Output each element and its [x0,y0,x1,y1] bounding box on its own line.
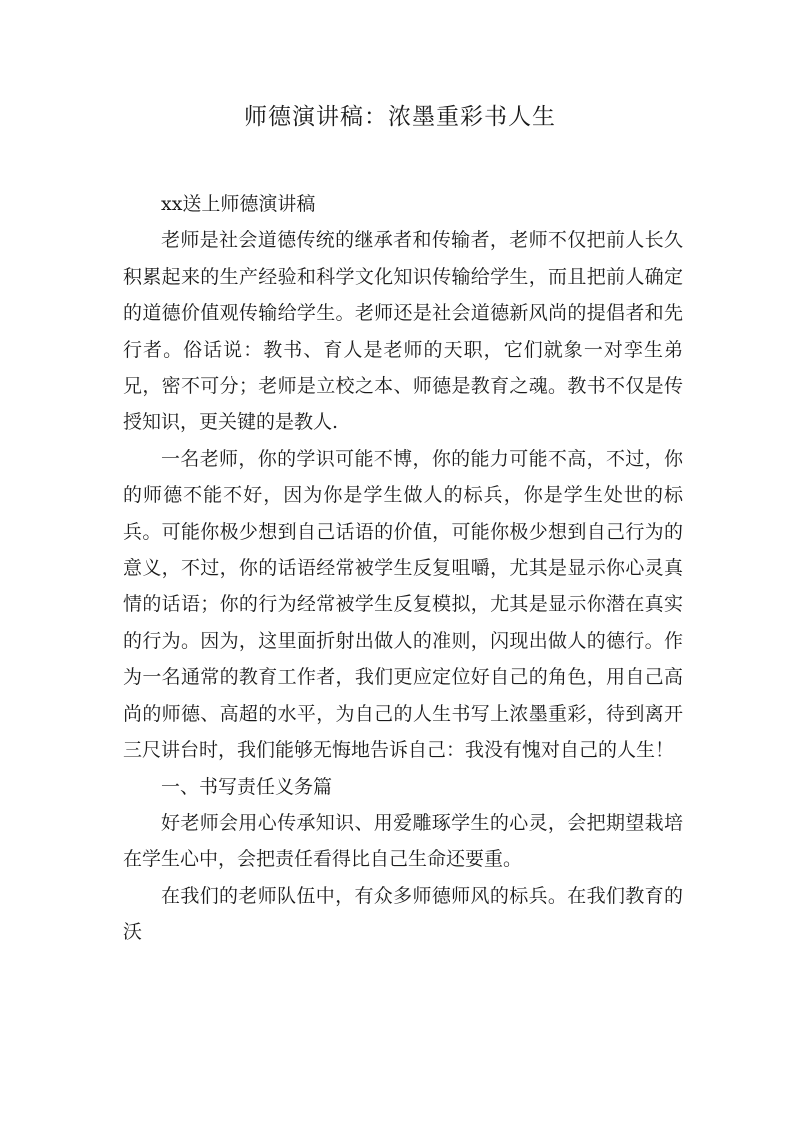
paragraph-teacher-ethics: 一名老师，你的学识可能不博，你的能力可能不高，不过，你的师德不能不好，因为你是学生做人的标兵，你是学生处世的标兵。可能你极少想到自己话语的价值，可能你极少想到自己行为的意义，不过，你的话语经常被学生反复咀嚼，尤其是显示你心灵真情的话语；你的行为经常被学生反复模拟，尤其是显示你潜在真实的行为。因为，这里面折射出做人的准则，闪现出做人的德行。作为一名通常的教育工作者，我们更应定位好自己的角色，用自己高尚的师德、高超的水平，为自己的人生书写上浓墨重彩，待到离开三尺讲台时，我们能够无悔地告诉自己：我没有愧对自己的人生！ [123,447,683,762]
document-title: 师德演讲稿：浓墨重彩书人生 [244,104,556,130]
section-heading-responsibility: 一、书写责任义务篇 [161,775,333,798]
document-body [123,186,683,951]
paragraph-teacher-role: 老师是社会道德传统的继承者和传输者，老师不仅把前人长久积累起来的生产经验和科学文化知识传输给学生，而且把前人确定的道德价值观传输给学生。老师还是社会道德新风尚的提倡者和先行者。俗话说：教书、育人是老师的天职，它们就象一对孪生弟兄，密不可分；老师是立校之本、师德是教育之魂。教书不仅是传授知识，更关键的是教人. [123,229,683,434]
paragraph-role-models: 在我们的老师队伍中，有众多师德师风的标兵。在我们教育的沃 [123,884,683,944]
paragraph-good-teacher: 好老师会用心传承知识、用爱雕琢学生的心灵，会把期望栽培在学生心中，会把责任看得比自己生命还要重。 [123,811,683,871]
paragraph-intro: xx送上师德演讲稿 [161,193,316,215]
